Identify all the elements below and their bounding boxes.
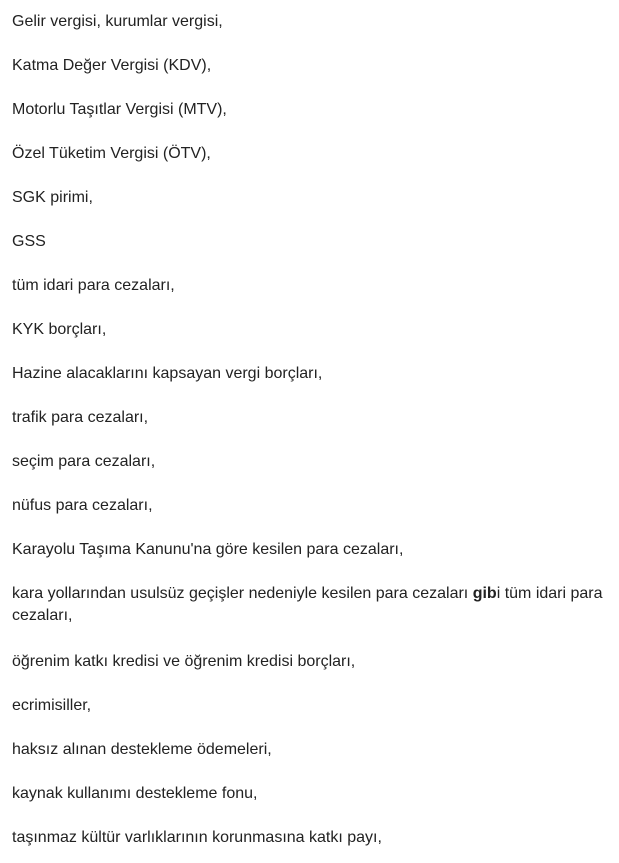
list-item: Gelir vergisi, kurumlar vergisi, [12, 13, 223, 30]
list-item: nüfus para cezaları, [12, 497, 153, 514]
list-item: haksız alınan destekleme ödemeleri, [12, 741, 272, 758]
list-item-text: kara yollarından usulsüz geçişler nedeniyle kesilen para cezaları [12, 585, 473, 602]
list-item: ecrimisiller, [12, 697, 92, 714]
list-item: tüm idari para cezaları, [12, 277, 175, 294]
list-item: Hazine alacaklarını kapsayan vergi borçları, [12, 365, 323, 382]
list-item [12, 583, 612, 627]
list-item: Motorlu Taşıtlar Vergisi (MTV), [12, 101, 227, 118]
list-item: öğrenim katkı kredisi ve öğrenim kredisi borçları, [12, 653, 356, 670]
list-item: SGK pirimi, [12, 189, 93, 206]
list-item: KYK borçları, [12, 321, 107, 338]
list-item: kaynak kullanımı destekleme fonu, [12, 785, 258, 802]
list-item: trafik para cezaları, [12, 409, 149, 426]
list-item: seçim para cezaları, [12, 453, 156, 470]
list-item: Özel Tüketim Vergisi (ÖTV), [12, 145, 211, 162]
list-item: GSS [12, 233, 46, 250]
list-item: Katma Değer Vergisi (KDV), [12, 57, 212, 74]
list-item: taşınmaz kültür varlıklarının korunmasına katkı payı, [12, 829, 382, 846]
highlighted-word: gib [472, 585, 497, 602]
list-item: Karayolu Taşıma Kanunu'na göre kesilen para cezaları, [12, 541, 404, 558]
list-item-text: i tüm idari para cezaları, [12, 585, 603, 624]
